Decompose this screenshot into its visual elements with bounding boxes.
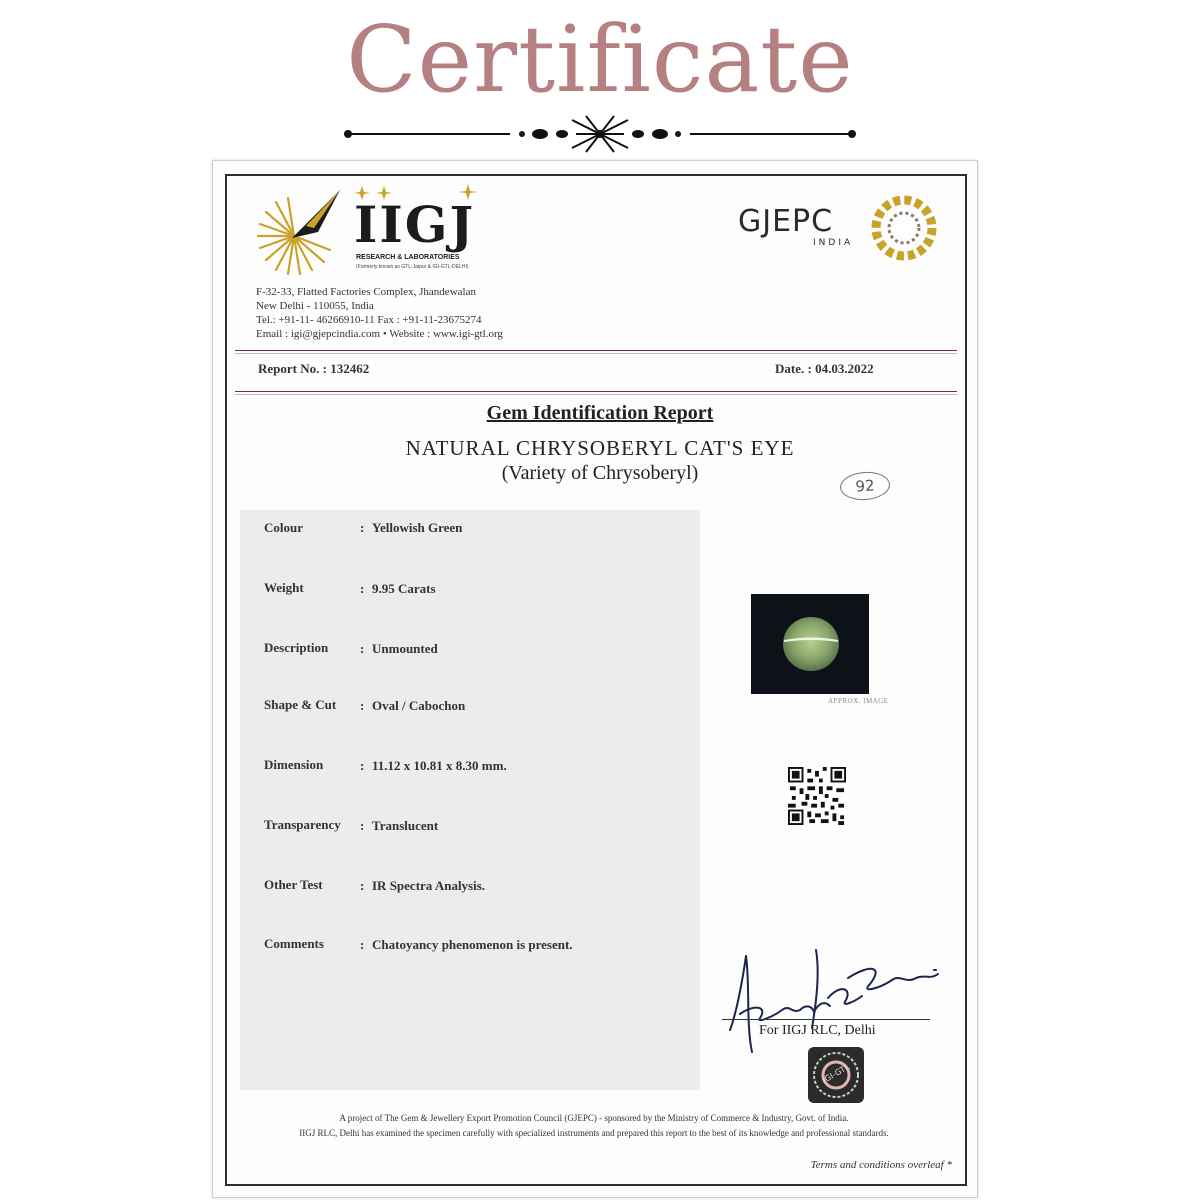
rule-top	[235, 350, 957, 354]
field-colon: :	[360, 878, 365, 893]
report-number: Report No. : 132462	[258, 361, 370, 376]
iigj-logo-text: IIGJ	[354, 195, 476, 254]
field-colon: :	[360, 520, 365, 535]
field-value-transparency: Translucent	[372, 818, 439, 833]
address-line: F-32-33, Flatted Factories Complex, Jhandewalan	[256, 286, 476, 298]
ornament-divider	[340, 112, 860, 156]
field-label-description: Description	[264, 640, 329, 655]
field-value-comments: Chatoyancy phenomenon is present.	[372, 937, 573, 952]
report-date: Date. : 04.03.2022	[775, 361, 874, 376]
field-colon: :	[360, 937, 365, 952]
address-line: Email : igi@gjepcindia.com • Website : www.igi-gtl.org	[256, 328, 503, 340]
field-label-other-test: Other Test	[264, 877, 323, 892]
certificate-heading: Certificate	[346, 6, 854, 113]
report-title: Gem Identification Report	[486, 402, 714, 424]
field-label-shape-cut: Shape & Cut	[264, 697, 337, 712]
rule-bottom	[235, 391, 957, 395]
field-colon: :	[360, 581, 365, 596]
handwritten-number: 92	[839, 470, 891, 501]
signature	[720, 944, 960, 1060]
field-colon: :	[360, 758, 365, 773]
gjepc-emblem-icon	[870, 194, 938, 262]
address-line: New Delhi - 110055, India	[256, 300, 374, 312]
field-colon: :	[360, 818, 365, 833]
footer-line-2: IIGJ RLC, Delhi has examined the specimen carefully with specialized instruments and prepared this report to the best of its knowledge and professional standards.	[299, 1128, 889, 1138]
stone-name: NATURAL CHRYSOBERYL CAT'S EYE	[405, 436, 795, 460]
stone-variety: (Variety of Chrysoberyl)	[501, 462, 699, 484]
address-line: Tel.: +91-11- 46266910-11 Fax : +91-11-23675274	[256, 314, 482, 326]
footer-line-1: A project of The Gem & Jewellery Export Promotion Council (GJEPC) - sponsored by the Ministry of Commerce & Industry, Govt. of India.	[339, 1113, 849, 1123]
iigj-burst-icon	[254, 186, 346, 276]
gjepc-logo-text: GJEPC	[738, 204, 834, 239]
field-label-colour: Colour	[264, 520, 303, 535]
field-label-transparency: Transparency	[264, 817, 341, 832]
signature-line	[722, 1019, 930, 1020]
field-value-other-test: IR Spectra Analysis.	[372, 878, 486, 893]
field-colon: :	[360, 641, 365, 656]
gjepc-country: INDIA	[813, 238, 854, 248]
field-value-description: Unmounted	[372, 641, 438, 656]
iigj-subtitle: RESEARCH & LABORATORIES	[356, 254, 460, 261]
qr-code-icon	[787, 767, 847, 825]
field-colon: :	[360, 698, 365, 713]
signature-for: For IIGJ RLC, Delhi	[759, 1023, 876, 1038]
image-caption: APPROX. IMAGE	[828, 697, 889, 705]
field-label-dimension: Dimension	[264, 757, 324, 772]
gem-photo	[751, 594, 869, 694]
field-value-dimension: 11.12 x 10.81 x 8.30 mm.	[372, 758, 507, 773]
field-value-weight: 9.95 Carats	[372, 581, 436, 596]
seal-text: IGI-GTL	[821, 1062, 851, 1085]
igi-gtl-seal	[808, 1047, 864, 1103]
cats-eye-gem-icon	[751, 594, 869, 694]
terms-note: Terms and conditions overleaf *	[810, 1159, 952, 1171]
field-label-weight: Weight	[264, 580, 304, 595]
field-value-colour: Yellowish Green	[372, 520, 463, 535]
field-label-comments: Comments	[264, 936, 324, 951]
field-value-shape-cut: Oval / Cabochon	[372, 698, 466, 713]
details-panel	[240, 510, 700, 1090]
iigj-formerly: (Formerly known as GTL-Jaipur & IGI-GTL-DELHI)	[356, 264, 469, 270]
